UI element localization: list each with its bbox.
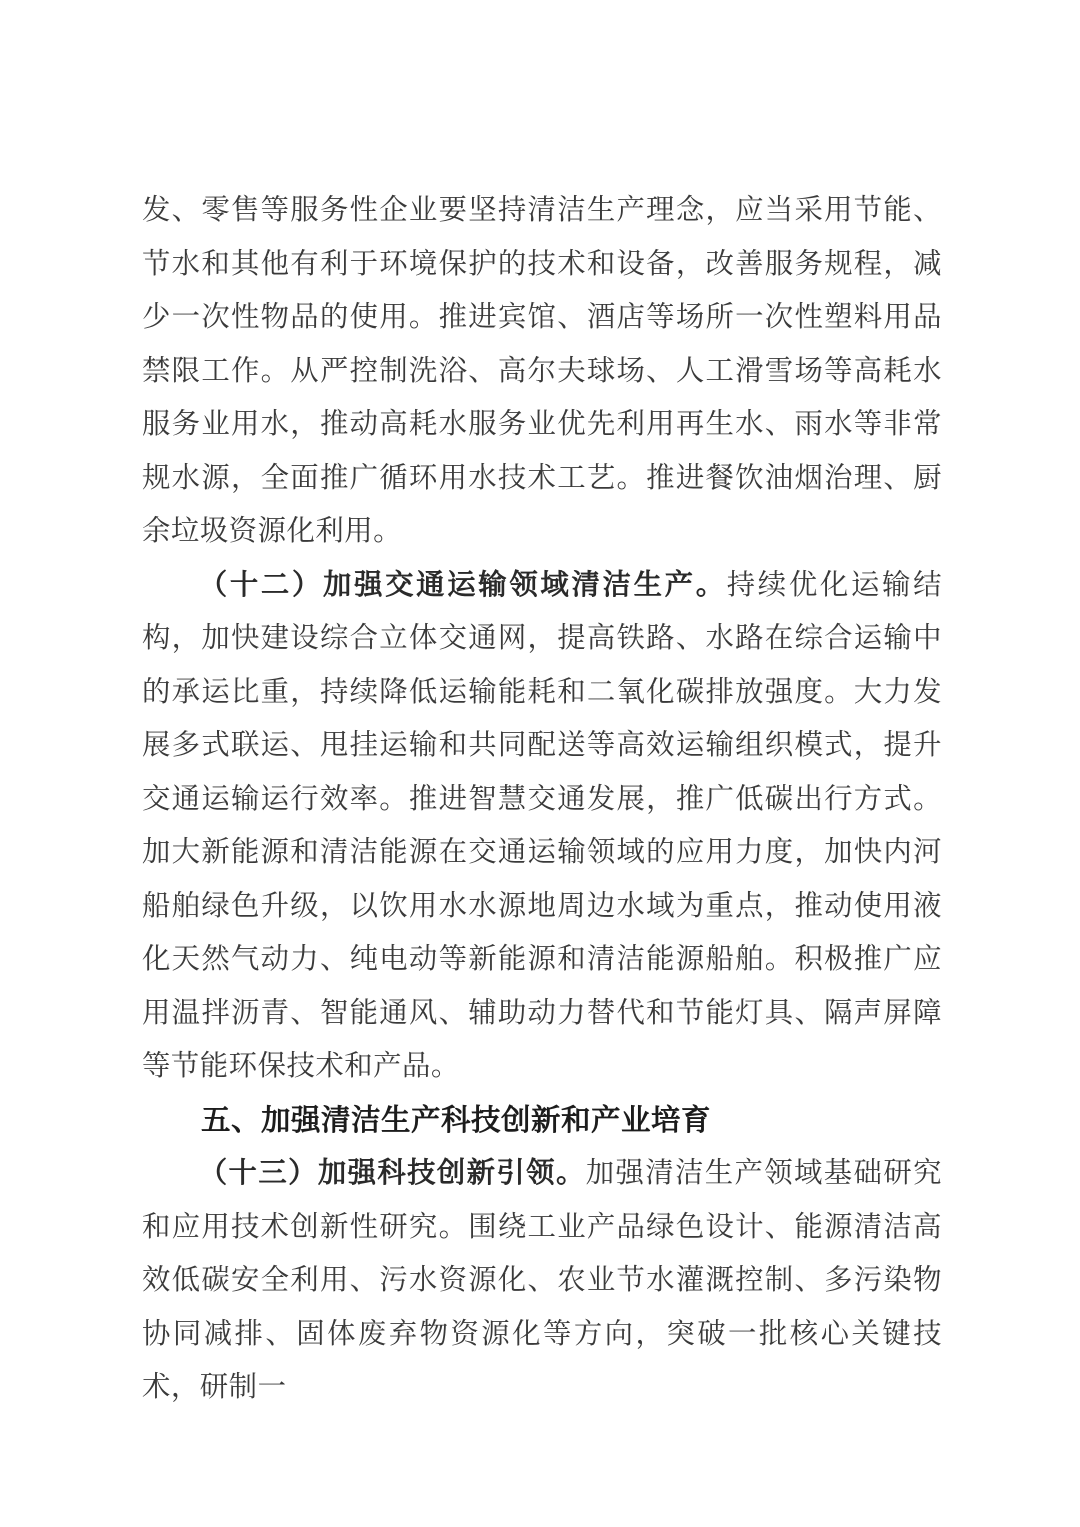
paragraph-service-industry-cleanup: 发、零售等服务性企业要坚持清洁生产理念，应当采用节能、节水和其他有利于环境保护的技术和设备，改善服务规程，减少一次性物品的使用。推进宾馆、酒店等场所一次性塑料用品禁限工作。从严控制洗浴、高尔夫球场、人工滑雪场等高耗水服务业用水，推动高耗水服务业优先利用再生水、雨水等非常规水源，全面推广循环用水技术工艺。推进餐饮油烟治理、厨余垃圾资源化利用。 bbox=[142, 195, 942, 547]
paragraph-tech-innovation-body: 加强清洁生产领域基础研究和应用技术创新性研究。围绕工业产品绿色设计、能源清洁高效低碳安全利用、污水资源化、农业节水灌溉控制、多污染物协同减排、固体废弃物资源化等方向，突破一批核心关键技术，研制一 bbox=[142, 1158, 942, 1403]
section-heading-five: 五、加强清洁生产科技创新和产业培育 bbox=[201, 1103, 712, 1137]
paragraph-transport-body: 持续优化运输结构，加快建设综合立体交通网，提高铁路、水路在综合运输中的承运比重，持续降低运输能耗和二氧化碳排放强度。大力发展多式联运、甩挂运输和共同配送等高效运输组织模式，提升交通运输运行效率。推进智慧交通发展，推广低碳出行方式。加大新能源和清洁能源在交通运输领域的应用力度，加快内河船舶绿色升级，以饮用水水源地周边水域为重点，推动使用液化天然气动力、纯电动等新能源和清洁能源船舶。积极推广应用温拌沥青、智能通风、辅助动力替代和节能灯具、隔声屏障等节能环保技术和产品。 bbox=[142, 569, 942, 1082]
paragraph-tech-innovation-lead: （十三）加强科技创新引领。 bbox=[198, 1158, 586, 1189]
paragraph-transport-clean-production bbox=[142, 559, 942, 1094]
paragraph-transport-lead: （十二）加强交通运输领域清洁生产。 bbox=[198, 569, 727, 601]
paragraph-tech-innovation bbox=[142, 1147, 942, 1415]
